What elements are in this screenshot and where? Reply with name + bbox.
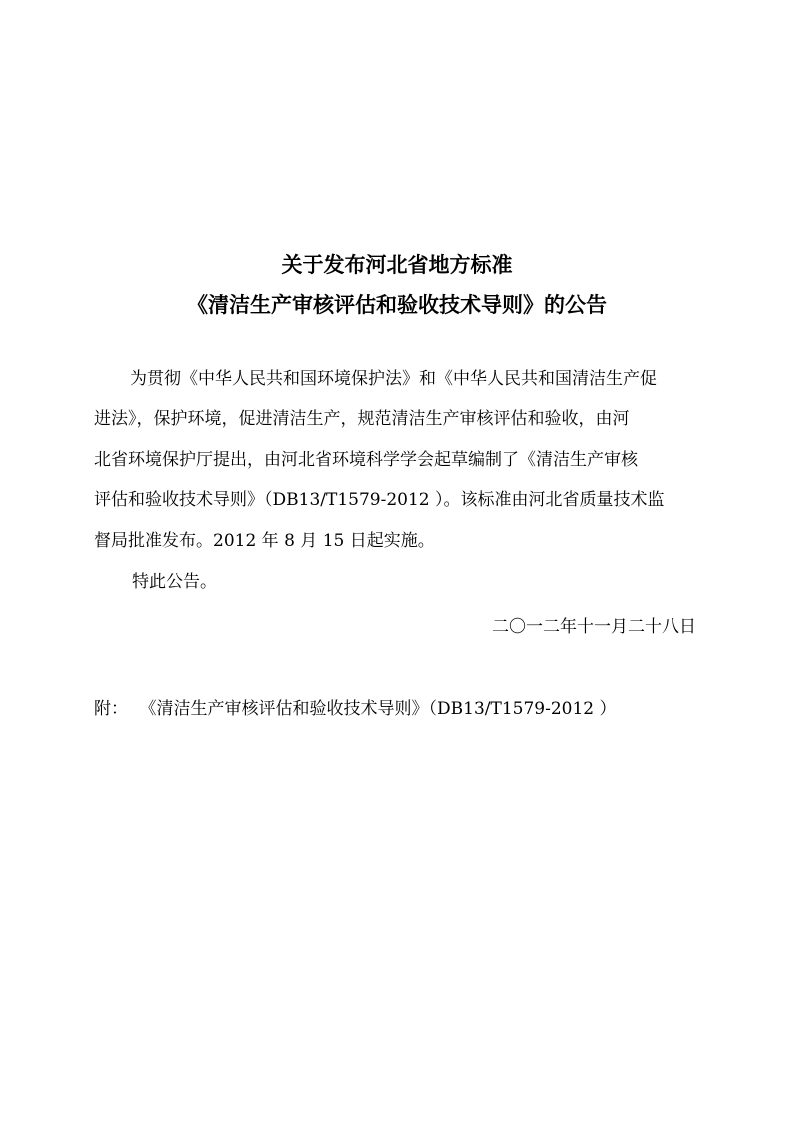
attachment-label: 附：: [94, 699, 128, 719]
body-text-line: 评估和验收技术导则》（DB13/T1579-2012 ）。该标准由河北省质量技术监: [94, 490, 665, 510]
announcement-title-line-1: 关于发布河北省地方标准: [281, 252, 513, 277]
body-text-line: 北省环境保护厅提出，由河北省环境科学学会起草编制了《清洁生产审核: [94, 450, 638, 470]
announcement-title-line-2: 《清洁生产审核评估和验收技术导则》的公告: [187, 292, 607, 317]
attachment-title: 《清洁生产审核评估和验收技术导则》（DB13/T1579-2012 ）: [148, 699, 617, 719]
body-text-line: 为贯彻《中华人民共和国环境保护法》和《中华人民共和国清洁生产促: [130, 369, 657, 389]
announcement-date: 二〇一二年十一月二十八日: [492, 617, 696, 637]
closing-text: 特此公告。: [132, 572, 217, 592]
attachment-line: [94, 697, 617, 721]
body-text-line: 督局批准发布。2012 年 8 月 15 日起实施。: [94, 531, 435, 551]
body-text-line: 进法》，保护环境，促进清洁生产，规范清洁生产审核评估和验收，由河: [94, 409, 630, 429]
